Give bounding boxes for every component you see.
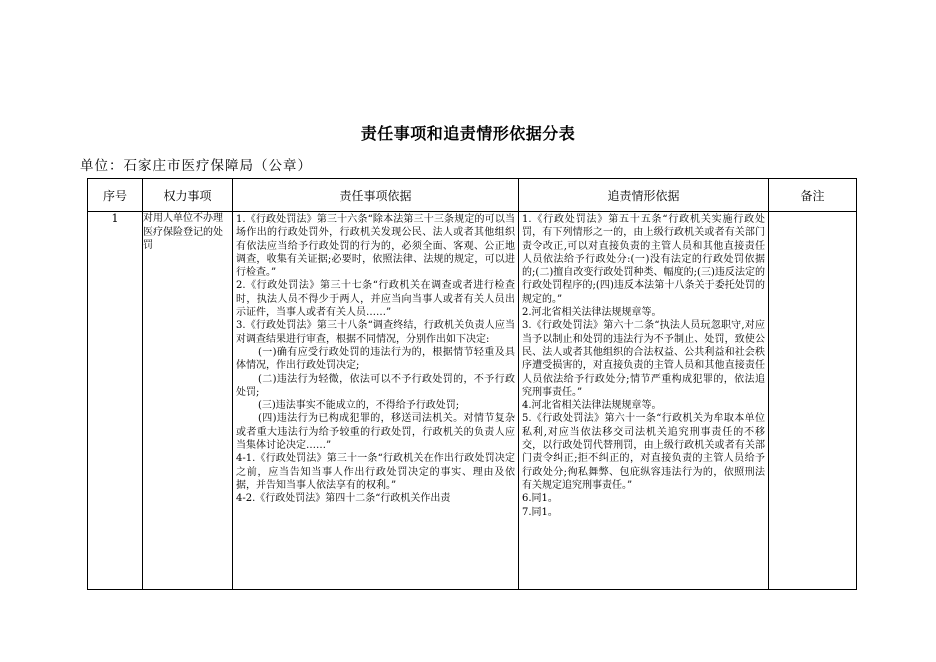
document-title: 责任事项和追责情形依据分表 <box>360 124 576 143</box>
row-pursuit-cell <box>519 212 769 590</box>
pursuit-para: 5.《行政处罚法》第六十一条“行政机关为牟取本单位私利,对应当依法移交司法机关追究刑事责任的不移交，以行政处罚代替刑罚，由上级行政机关或者有关部门责令纠正;拒不纠正的，对直接负责的主管人员给予行政处分;徇私舞弊、包庇纵容违法行为的，依照刑法有关规定追究刑事责任。” <box>522 413 765 491</box>
row-power: 对用人单位不办理医疗保险登记的处罚 <box>143 212 233 590</box>
pursuit-para: 1.《行政处罚法》第五十五条“行政机关实施行政处罚，有下列情形之一的，由上级行政机关或者有关部门责令改正,可以对直接负责的主管人员和其他直接责任人员依法给予行政处分:(一)没有法定的行政处罚依据的;(二)擅自改变行政处罚种类、幅度的;(三)违反法定的行政处罚程序的;(四)违反本法第十八条关于委托处罚的规定的。” <box>522 214 765 305</box>
row-seq: 1 <box>88 212 143 590</box>
pursuit-para: 4.河北省相关法律法规规章等。 <box>522 400 662 412</box>
responsibility-para: 2.《行政处罚法》第三十七条“行政机关在调查或者进行检查时，执法人员不得少于两人，并应当向当事人或者有关人员出示证件，当事人或者有关人员……” <box>236 280 515 319</box>
row-responsibility-cell <box>233 212 519 590</box>
table-row <box>88 212 857 590</box>
responsibility-para: 3.《行政处罚法》第三十八条“调查终结，行政机关负责人应当对调查结果进行审查，根据不同情况，分别作出如下决定: <box>236 320 515 345</box>
unit-line: 单位：石家庄市医疗保障局（公章） <box>80 158 312 174</box>
responsibility-para: 4-2.《行政处罚法》第四十二条“行政机关作出责 <box>236 493 451 505</box>
row-note <box>769 212 857 590</box>
table-header-row <box>88 179 857 212</box>
responsibility-table <box>87 178 857 590</box>
responsibility-para: (二)违法行为轻微，依法可以不予行政处罚的，不予行政处罚; <box>236 373 515 398</box>
header-note: 备注 <box>769 179 857 212</box>
pursuit-para: 2.河北省相关法律法规规章等。 <box>522 307 662 319</box>
header-pursuit: 追责情形依据 <box>519 179 769 212</box>
responsibility-para: 1.《行政处罚法》第三十六条“除本法第三十三条规定的可以当场作出的行政处罚外，行政机关发现公民、法人或者其他组织有依法应当给予行政处罚的行为的，必须全面、客观、公正地调查，收集有关证据;必要时，依照法律、法规的规定，可以进行检查。” <box>236 214 515 279</box>
pursuit-para: 6.同1。 <box>522 493 558 505</box>
responsibility-para: (一)确有应受行政处罚的违法行为的，根据情节轻重及具体情况，作出行政处罚决定; <box>236 346 515 372</box>
header-power: 权力事项 <box>143 179 233 212</box>
responsibility-para: (三)违法事实不能成立的，不得给予行政处罚; <box>258 400 460 412</box>
responsibility-para: 4-1.《行政处罚法》第三十一条“行政机关在作出行政处罚决定之前，应当告知当事人作出行政处罚决定的事实、理由及依据，并告知当事人依法享有的权利。” <box>236 453 515 491</box>
responsibility-para: (四)违法行为已构成犯罪的，移送司法机关。对情节复杂或者重大违法行为给予较重的行政处罚，行政机关的负责人应当集体讨论决定……” <box>236 413 515 452</box>
pursuit-para: 7.同1。 <box>522 506 558 518</box>
pursuit-para: 3.《行政处罚法》第六十二条“执法人员玩忽职守,对应当予以制止和处罚的违法行为不予制止、处罚，致使公民、法人或者其他组织的合法权益、公共利益和社会秩序遭受损害的，对直接负责的主管人员和其他直接责任人员依法给予行政处分;情节严重构成犯罪的，依法追究刑事责任。” <box>522 320 765 398</box>
header-seq: 序号 <box>88 179 143 212</box>
header-responsibility: 责任事项依据 <box>233 179 519 212</box>
